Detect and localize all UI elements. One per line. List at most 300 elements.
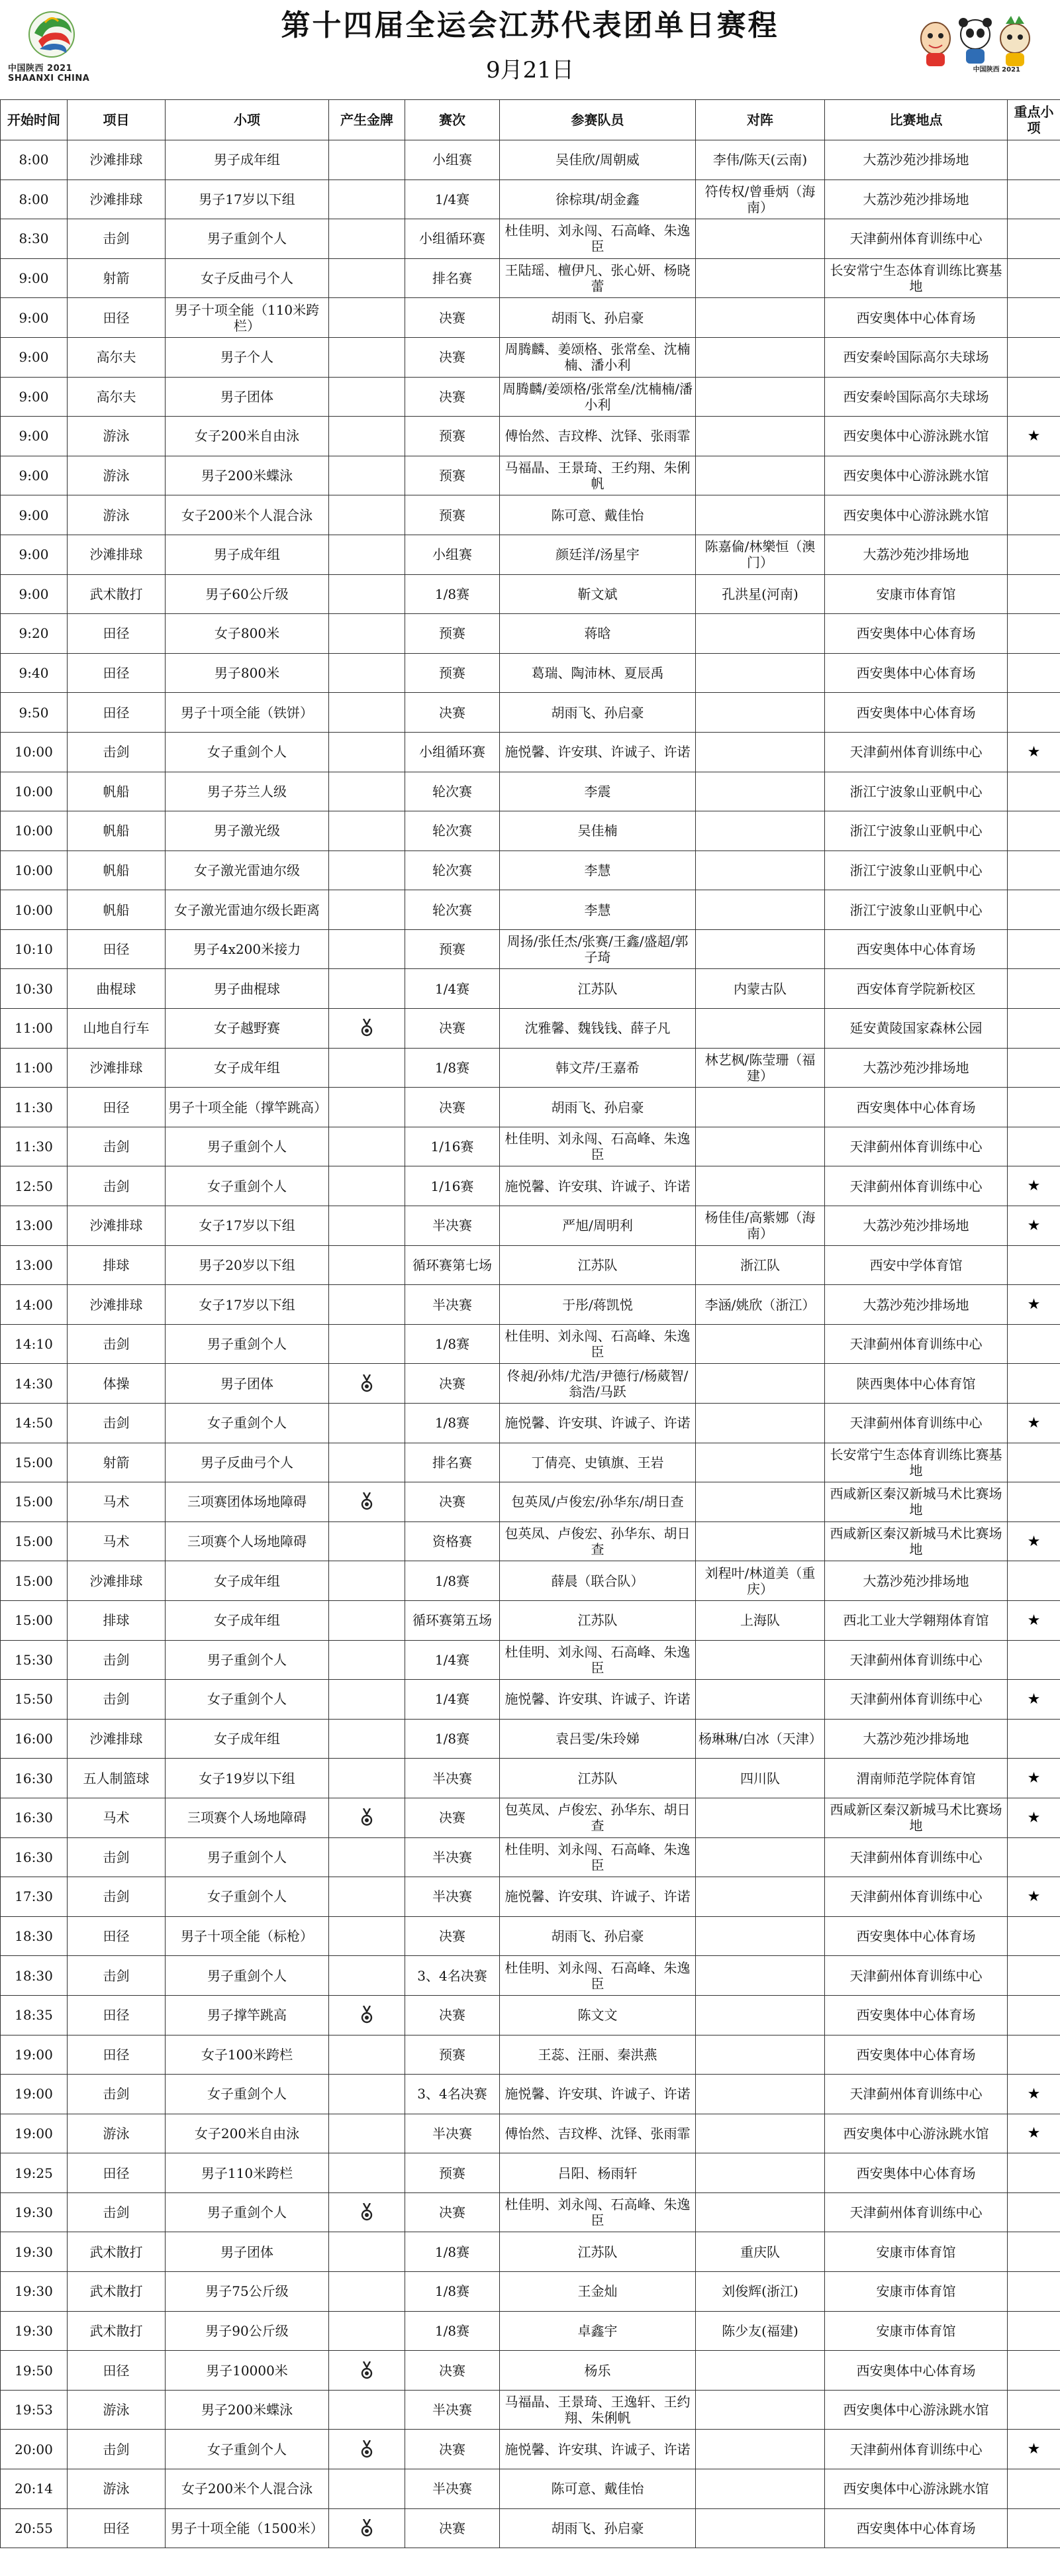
cell-venue: 安康市体育馆	[825, 2232, 1008, 2272]
cell-medal	[329, 1048, 405, 1088]
cell-time: 18:30	[1, 1956, 68, 1996]
table-row	[1, 614, 1060, 654]
cell-round: 决赛	[405, 1798, 500, 1837]
cell-round: 1/4赛	[405, 969, 500, 1009]
cell-venue: 天津蓟州体育训练中心	[825, 219, 1008, 259]
schedule-table-wrap	[0, 99, 1060, 2548]
table-row	[1, 1285, 1060, 1325]
cell-time: 15:00	[1, 1561, 68, 1601]
cell-sport: 击剑	[68, 2192, 166, 2232]
cell-venue: 西咸新区秦汉新城马术比赛场地	[825, 1798, 1008, 1837]
cell-sport: 沙滩排球	[68, 535, 166, 574]
table-row	[1, 1877, 1060, 1917]
col-header-time: 开始时间	[1, 100, 68, 140]
cell-time: 19:25	[1, 2153, 68, 2193]
cell-key	[1008, 1324, 1060, 1364]
cell-event: 男子4x200米接力	[166, 929, 329, 969]
cell-venue: 天津蓟州体育训练中心	[825, 2075, 1008, 2114]
cell-medal	[329, 219, 405, 259]
cell-event: 男子20岁以下组	[166, 1245, 329, 1285]
table-row	[1, 298, 1060, 338]
cell-key	[1008, 2311, 1060, 2351]
cell-sport: 武术散打	[68, 2232, 166, 2272]
cell-sport: 马术	[68, 1798, 166, 1837]
cell-event: 女子200米自由泳	[166, 417, 329, 456]
cell-round: 排名赛	[405, 258, 500, 298]
cell-event: 女子200米自由泳	[166, 2114, 329, 2153]
cell-key	[1008, 574, 1060, 614]
cell-athletes: 周腾麟/姜颂格/张常垒/沈楠楠/潘小利	[500, 377, 696, 417]
cell-time: 9:00	[1, 574, 68, 614]
cell-key	[1008, 456, 1060, 495]
cell-athletes: 陈可意、戴佳怡	[500, 2469, 696, 2509]
key-event-star-icon: ★	[1027, 1178, 1041, 1195]
cell-opponent	[696, 850, 825, 890]
table-row	[1, 1127, 1060, 1166]
cell-athletes: 杨乐	[500, 2351, 696, 2391]
cell-athletes: 傅怡然、吉玟桦、沈铎、张雨霏	[500, 2114, 696, 2153]
cell-medal	[329, 495, 405, 535]
table-row	[1, 2430, 1060, 2469]
cell-medal	[329, 811, 405, 851]
table-row	[1, 1245, 1060, 1285]
cell-venue: 西安奥体中心游泳跳水馆	[825, 2469, 1008, 2509]
cell-sport: 山地自行车	[68, 1009, 166, 1049]
medal-icon	[361, 1374, 373, 1393]
schedule-body	[1, 140, 1060, 2548]
table-row	[1, 1561, 1060, 1601]
cell-event: 男子成年组	[166, 535, 329, 574]
table-row	[1, 850, 1060, 890]
cell-event: 男子曲棍球	[166, 969, 329, 1009]
table-row	[1, 495, 1060, 535]
cell-medal	[329, 969, 405, 1009]
cell-medal	[329, 2114, 405, 2153]
cell-sport: 击剑	[68, 219, 166, 259]
cell-key	[1008, 890, 1060, 930]
cell-venue: 浙江宁波象山亚帆中心	[825, 890, 1008, 930]
cell-athletes: 杜佳明、刘永闯、石高峰、朱逸臣	[500, 1324, 696, 1364]
cell-key	[1008, 1995, 1060, 2035]
cell-athletes: 施悦馨、许安琪、许诚子、许诺	[500, 1404, 696, 1443]
cell-medal	[329, 1404, 405, 1443]
cell-venue: 西安奥体中心体育场	[825, 1995, 1008, 2035]
cell-event: 男子十项全能（标枪）	[166, 1916, 329, 1956]
cell-opponent	[696, 1482, 825, 1522]
cell-round: 1/8赛	[405, 1719, 500, 1759]
cell-key	[1008, 1443, 1060, 1482]
cell-medal	[329, 574, 405, 614]
cell-key	[1008, 219, 1060, 259]
cell-time: 14:10	[1, 1324, 68, 1364]
cell-time: 10:00	[1, 732, 68, 772]
cell-round: 轮次赛	[405, 772, 500, 811]
cell-event: 女子200米个人混合泳	[166, 2469, 329, 2509]
cell-event: 男子重剑个人	[166, 1324, 329, 1364]
cell-opponent: 浙江队	[696, 1245, 825, 1285]
cell-key	[1008, 2153, 1060, 2193]
cell-venue: 西咸新区秦汉新城马术比赛场地	[825, 1482, 1008, 1522]
cell-medal	[329, 1916, 405, 1956]
cell-opponent	[696, 890, 825, 930]
col-header-key: 重点小项	[1008, 100, 1060, 140]
cell-opponent	[696, 1521, 825, 1561]
cell-athletes: 施悦馨、许安琪、许诚子、许诺	[500, 1877, 696, 1917]
table-row	[1, 929, 1060, 969]
cell-time: 9:40	[1, 653, 68, 693]
cell-round: 1/8赛	[405, 1404, 500, 1443]
cell-opponent: 刘俊辉(浙江)	[696, 2272, 825, 2312]
page-header	[0, 0, 1060, 99]
cell-venue: 西安奥体中心游泳跳水馆	[825, 495, 1008, 535]
cell-event: 男子200米蝶泳	[166, 456, 329, 495]
cell-medal	[329, 140, 405, 180]
cell-sport: 帆船	[68, 890, 166, 930]
cell-medal	[329, 1206, 405, 1246]
cell-sport: 田径	[68, 653, 166, 693]
cell-medal	[329, 890, 405, 930]
cell-round: 1/8赛	[405, 1324, 500, 1364]
cell-opponent	[696, 2114, 825, 2153]
cell-medal	[329, 1443, 405, 1482]
cell-key	[1008, 2351, 1060, 2391]
cell-time: 19:30	[1, 2232, 68, 2272]
cell-key	[1008, 1521, 1060, 1561]
cell-time: 16:00	[1, 1719, 68, 1759]
medal-icon	[361, 1808, 373, 1827]
table-row	[1, 1680, 1060, 1720]
cell-key	[1008, 1364, 1060, 1404]
cell-sport: 沙滩排球	[68, 1048, 166, 1088]
cell-athletes: 袁吕雯/朱玲娣	[500, 1719, 696, 1759]
cell-opponent	[696, 2035, 825, 2075]
cell-round: 半决赛	[405, 1837, 500, 1877]
cell-opponent	[696, 1877, 825, 1917]
cell-medal	[329, 1561, 405, 1601]
cell-opponent	[696, 653, 825, 693]
key-event-star-icon: ★	[1027, 1809, 1041, 1826]
cell-key	[1008, 1088, 1060, 1127]
cell-sport: 游泳	[68, 2390, 166, 2430]
cell-key	[1008, 2232, 1060, 2272]
cell-sport: 武术散打	[68, 2311, 166, 2351]
cell-event: 女子成年组	[166, 1719, 329, 1759]
cell-athletes: 陈文文	[500, 1995, 696, 2035]
cell-opponent	[696, 2469, 825, 2509]
cell-time: 10:30	[1, 969, 68, 1009]
cell-sport: 击剑	[68, 1324, 166, 1364]
cell-athletes: 胡雨飞、孙启豪	[500, 1916, 696, 1956]
cell-venue: 大荔沙苑沙排场地	[825, 1206, 1008, 1246]
cell-opponent	[696, 929, 825, 969]
cell-sport: 田径	[68, 2035, 166, 2075]
cell-opponent: 上海队	[696, 1600, 825, 1640]
cell-venue: 西安奥体中心体育场	[825, 1916, 1008, 1956]
cell-medal	[329, 1364, 405, 1404]
cell-sport: 游泳	[68, 495, 166, 535]
cell-event: 女子重剑个人	[166, 1404, 329, 1443]
cell-opponent	[696, 2430, 825, 2469]
cell-athletes: 江苏队	[500, 969, 696, 1009]
cell-sport: 沙滩排球	[68, 1561, 166, 1601]
cell-time: 10:10	[1, 929, 68, 969]
cell-round: 决赛	[405, 2351, 500, 2391]
cell-round: 预赛	[405, 417, 500, 456]
cell-venue: 西安秦岭国际高尔夫球场	[825, 337, 1008, 377]
cell-medal	[329, 1521, 405, 1561]
cell-round: 半决赛	[405, 1285, 500, 1325]
cell-athletes: 包英凤/卢俊宏/孙华东/胡日查	[500, 1482, 696, 1522]
cell-venue: 大荔沙苑沙排场地	[825, 535, 1008, 574]
cell-round: 轮次赛	[405, 850, 500, 890]
cell-key	[1008, 693, 1060, 733]
cell-medal	[329, 1877, 405, 1917]
cell-key	[1008, 1127, 1060, 1166]
cell-time: 15:50	[1, 1680, 68, 1720]
cell-round: 决赛	[405, 2508, 500, 2548]
cell-round: 预赛	[405, 653, 500, 693]
cell-round: 半决赛	[405, 1877, 500, 1917]
cell-venue: 西安奥体中心体育场	[825, 2508, 1008, 2548]
cell-round: 半决赛	[405, 1759, 500, 1798]
cell-medal	[329, 1837, 405, 1877]
cell-time: 9:00	[1, 298, 68, 338]
cell-athletes: 傅怡然、吉玟桦、沈铎、张雨霏	[500, 417, 696, 456]
cell-key	[1008, 1009, 1060, 1049]
cell-round: 1/16赛	[405, 1166, 500, 1206]
cell-round: 决赛	[405, 337, 500, 377]
cell-time: 9:20	[1, 614, 68, 654]
cell-venue: 天津蓟州体育训练中心	[825, 1640, 1008, 1680]
cell-time: 20:00	[1, 2430, 68, 2469]
table-row	[1, 337, 1060, 377]
cell-athletes: 周扬/张任杰/张赛/王鑫/盛超/郭子琦	[500, 929, 696, 969]
cell-athletes: 江苏队	[500, 1600, 696, 1640]
cell-round: 1/4赛	[405, 180, 500, 219]
table-row	[1, 1166, 1060, 1206]
cell-athletes: 杜佳明、刘永闯、石高峰、朱逸臣	[500, 1640, 696, 1680]
cell-opponent: 李涵/姚欣（浙江）	[696, 1285, 825, 1325]
cell-event: 男子重剑个人	[166, 1640, 329, 1680]
cell-key	[1008, 1561, 1060, 1601]
cell-venue: 天津蓟州体育训练中心	[825, 732, 1008, 772]
cell-medal	[329, 180, 405, 219]
cell-athletes: 李慧	[500, 890, 696, 930]
cell-event: 女子17岁以下组	[166, 1285, 329, 1325]
cell-athletes: 杜佳明、刘永闯、石高峰、朱逸臣	[500, 2192, 696, 2232]
cell-sport: 击剑	[68, 1640, 166, 1680]
cell-key	[1008, 298, 1060, 338]
cell-sport: 五人制篮球	[68, 1759, 166, 1798]
cell-key	[1008, 969, 1060, 1009]
table-header-row	[1, 100, 1060, 140]
cell-time: 19:53	[1, 2390, 68, 2430]
cell-round: 3、4名决赛	[405, 1956, 500, 1996]
cell-opponent: 符传权/曾垂炳（海南）	[696, 180, 825, 219]
col-header-round: 赛次	[405, 100, 500, 140]
cell-opponent	[696, 258, 825, 298]
cell-athletes: 江苏队	[500, 1245, 696, 1285]
cell-venue: 天津蓟州体育训练中心	[825, 1404, 1008, 1443]
cell-event: 女子19岁以下组	[166, 1759, 329, 1798]
cell-time: 8:00	[1, 180, 68, 219]
cell-round: 轮次赛	[405, 890, 500, 930]
cell-venue: 西安奥体中心游泳跳水馆	[825, 456, 1008, 495]
cell-round: 预赛	[405, 495, 500, 535]
table-row	[1, 969, 1060, 1009]
cell-opponent	[696, 1640, 825, 1680]
cell-event: 女子重剑个人	[166, 1877, 329, 1917]
cell-round: 决赛	[405, 2192, 500, 2232]
cell-venue: 安康市体育馆	[825, 2311, 1008, 2351]
cell-event: 男子90公斤级	[166, 2311, 329, 2351]
cell-event: 女子重剑个人	[166, 2075, 329, 2114]
cell-round: 1/8赛	[405, 1561, 500, 1601]
table-row	[1, 1600, 1060, 1640]
cell-event: 男子十项全能（撑竿跳高）	[166, 1088, 329, 1127]
cell-event: 女子重剑个人	[166, 2430, 329, 2469]
table-row	[1, 574, 1060, 614]
cell-athletes: 施悦馨、许安琪、许诚子、许诺	[500, 2430, 696, 2469]
cell-opponent	[696, 337, 825, 377]
cell-event: 男子60公斤级	[166, 574, 329, 614]
cell-sport: 击剑	[68, 1166, 166, 1206]
cell-key	[1008, 495, 1060, 535]
table-row	[1, 1759, 1060, 1798]
key-event-star-icon: ★	[1027, 1296, 1041, 1314]
cell-key	[1008, 1206, 1060, 1246]
cell-medal	[329, 1719, 405, 1759]
cell-time: 9:00	[1, 495, 68, 535]
cell-athletes: 杜佳明、刘永闯、石高峰、朱逸臣	[500, 1837, 696, 1877]
cell-key	[1008, 140, 1060, 180]
cell-athletes: 吕阳、杨雨轩	[500, 2153, 696, 2193]
cell-event: 女子100米跨栏	[166, 2035, 329, 2075]
cell-sport: 游泳	[68, 2469, 166, 2509]
table-row	[1, 2311, 1060, 2351]
cell-medal	[329, 2311, 405, 2351]
cell-medal	[329, 1088, 405, 1127]
cell-athletes: 王蕊、汪丽、秦洪燕	[500, 2035, 696, 2075]
cell-opponent	[696, 1995, 825, 2035]
cell-key	[1008, 1916, 1060, 1956]
table-row	[1, 258, 1060, 298]
table-row	[1, 2232, 1060, 2272]
cell-opponent	[696, 693, 825, 733]
cell-medal	[329, 772, 405, 811]
cell-round: 预赛	[405, 2153, 500, 2193]
cell-round: 半决赛	[405, 2114, 500, 2153]
cell-event: 男子反曲弓个人	[166, 1443, 329, 1482]
cell-sport: 排球	[68, 1245, 166, 1285]
table-row	[1, 1324, 1060, 1364]
cell-round: 决赛	[405, 2430, 500, 2469]
cell-time: 15:30	[1, 1640, 68, 1680]
cell-athletes: 葛瑞、陶沛林、夏辰禹	[500, 653, 696, 693]
cell-venue: 西安奥体中心体育场	[825, 693, 1008, 733]
logo-right-text: 中国陕西 2021	[973, 66, 1020, 74]
key-event-star-icon: ★	[1027, 1770, 1041, 1787]
table-row	[1, 693, 1060, 733]
cell-athletes: 沈雅馨、魏钱钱、薛子凡	[500, 1009, 696, 1049]
cell-key	[1008, 2272, 1060, 2312]
cell-key	[1008, 929, 1060, 969]
table-row	[1, 772, 1060, 811]
cell-round: 预赛	[405, 929, 500, 969]
cell-round: 预赛	[405, 2035, 500, 2075]
cell-venue: 大荔沙苑沙排场地	[825, 1048, 1008, 1088]
medal-icon	[361, 2361, 373, 2380]
key-event-star-icon: ★	[1027, 2441, 1041, 2458]
col-header-venue: 比赛地点	[825, 100, 1008, 140]
cell-key	[1008, 337, 1060, 377]
table-row	[1, 219, 1060, 259]
key-event-star-icon: ★	[1027, 1690, 1041, 1708]
cell-event: 男子团体	[166, 377, 329, 417]
cell-medal	[329, 1127, 405, 1166]
cell-time: 14:30	[1, 1364, 68, 1404]
cell-medal	[329, 614, 405, 654]
cell-medal	[329, 2469, 405, 2509]
cell-venue: 大荔沙苑沙排场地	[825, 1719, 1008, 1759]
cell-round: 决赛	[405, 1088, 500, 1127]
cell-medal	[329, 2508, 405, 2548]
cell-key	[1008, 1404, 1060, 1443]
table-row	[1, 2272, 1060, 2312]
cell-key	[1008, 1600, 1060, 1640]
cell-round: 决赛	[405, 298, 500, 338]
cell-time: 9:00	[1, 377, 68, 417]
cell-time: 16:30	[1, 1759, 68, 1798]
cell-opponent: 李伟/陈天(云南)	[696, 140, 825, 180]
cell-event: 男子110米跨栏	[166, 2153, 329, 2193]
cell-sport: 射箭	[68, 1443, 166, 1482]
key-event-star-icon: ★	[1027, 427, 1041, 444]
cell-medal	[329, 1798, 405, 1837]
table-row	[1, 2114, 1060, 2153]
cell-event: 男子十项全能（110米跨栏）	[166, 298, 329, 338]
medal-icon	[361, 2203, 373, 2222]
cell-medal	[329, 1600, 405, 1640]
cell-athletes: 李慧	[500, 850, 696, 890]
table-row	[1, 653, 1060, 693]
cell-key	[1008, 2430, 1060, 2469]
cell-sport: 沙滩排球	[68, 1206, 166, 1246]
table-row	[1, 1482, 1060, 1522]
cell-athletes: 胡雨飞、孙启豪	[500, 1088, 696, 1127]
cell-venue: 渭南师范学院体育馆	[825, 1759, 1008, 1798]
cell-sport: 田径	[68, 1916, 166, 1956]
cell-time: 19:50	[1, 2351, 68, 2391]
cell-key	[1008, 535, 1060, 574]
cell-sport: 击剑	[68, 2430, 166, 2469]
cell-athletes: 吴佳楠	[500, 811, 696, 851]
cell-venue: 天津蓟州体育训练中心	[825, 1837, 1008, 1877]
table-row	[1, 1956, 1060, 1996]
cell-athletes: 王金灿	[500, 2272, 696, 2312]
cell-athletes: 施悦馨、许安琪、许诚子、许诺	[500, 1680, 696, 1720]
cell-event: 男子个人	[166, 337, 329, 377]
col-header-medal: 产生金牌	[329, 100, 405, 140]
cell-time: 11:00	[1, 1009, 68, 1049]
cell-venue: 西安奥体中心体育场	[825, 1088, 1008, 1127]
cell-sport: 沙滩排球	[68, 1285, 166, 1325]
cell-athletes: 马福晶、王景琦、王逸轩、王约翔、朱俐帆	[500, 2390, 696, 2430]
cell-venue: 西安体育学院新校区	[825, 969, 1008, 1009]
cell-opponent	[696, 1127, 825, 1166]
cell-opponent	[696, 495, 825, 535]
cell-venue: 天津蓟州体育训练中心	[825, 1680, 1008, 1720]
